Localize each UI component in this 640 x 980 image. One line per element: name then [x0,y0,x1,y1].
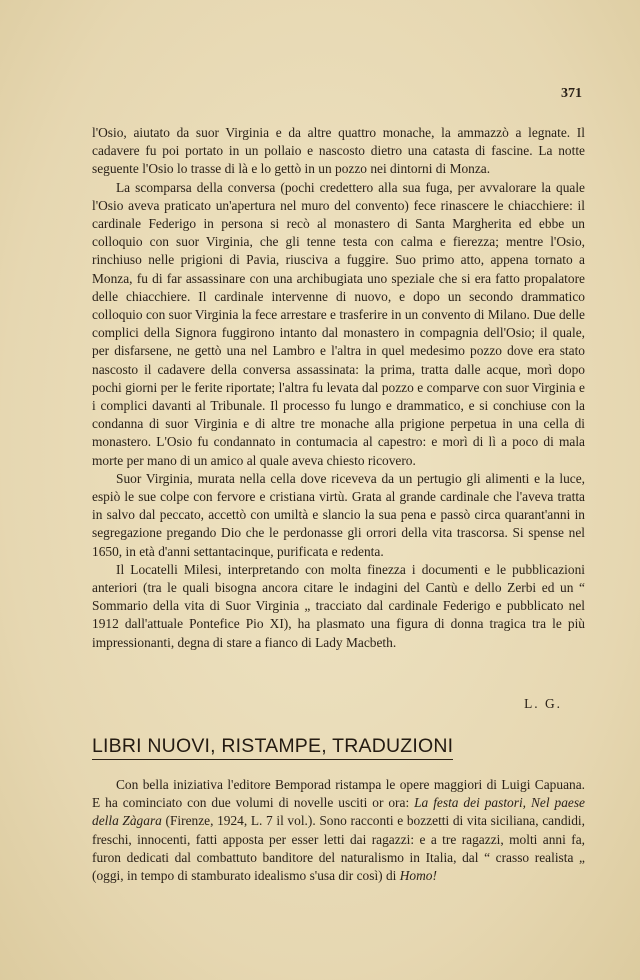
book-title-2: Homo! [399,868,437,884]
text-run-2: (Firenze, 1924, L. 7 il vol.). Sono racconti e bozzetti di vita siciliana, candidi, freschi, innocenti, fatti apposta per esser letti dai ragazzi: e a tre ragazzi, molti anni fa, furon dedicati dal combattuto banditore del naturalismo in Italia, dal “ crasso realista „ (oggi, in tempo di stamburato idealismo s'usa dir così) di [92,813,585,884]
section-paragraph [92,776,585,885]
paragraph-1: l'Osio, aiutato da suor Virginia e da altre quattro monache, la ammazzò a legnate. Il cadavere fu poi portato in un pollaio e nascosto dietro una catasta di fascine. La notte seguente l'Osio lo trasse di là e lo gettò in un pozzo nei dintorni di Monza. [92,125,585,177]
book-title-1: La festa dei pastori, Nel paese della Zàgara [92,795,585,829]
paragraph-3: Suor Virginia, murata nella cella dove riceveva da un pertugio gli alimenti e la luce, espiò le sue colpe con fervore e cristiana virtù. Grata al grande cardinale che l'aveva tratta in salvo dal peccato, accettò con umiltà e slancio la sua pena e passò circa quarant'anni in segregazione pregando Dio che le perdonasse gli orrori della vita trascorsa. Si spense nel 1650, in età d'anni settantacinque, purificata e redenta. [92,470,585,559]
page-number: 371 [561,86,582,101]
text-run-1: Con bella iniziativa l'editore Bemporad ristampa le opere maggiori di Luigi Capuana. E ha cominciato con due volumi di novelle usciti or ora: [92,777,585,811]
author-signature: L. G. [524,696,562,711]
article-body [92,124,585,652]
paragraph-4: Il Locatelli Milesi, interpretando con molta finezza i documenti e le pubblicazioni anteriori (tra le quali bisogna ancora citare le indagini del Cantù e dello Zerbi ed un “ Sommario della vita di Suor Virginia „ tracciato dal cardinale Federigo e pubblicato nel 1912 dall'attuale Pontefice Pio XI), ha plasmato una figura di donna tragica tra le più impressionanti, degna di stare a fianco di Lady Macbeth. [92,561,585,650]
section-heading: LIBRI NUOVI, RISTAMPE, TRADUZIONI [92,735,453,760]
section-body [92,776,585,885]
paragraph-2: La scomparsa della conversa (pochi credettero alla sua fuga, per avvalorare la quale l'Osio aveva praticato un'apertura nel muro del convento) fece rinascere le chiacchiere: il cardinale Federigo in persona si recò al monastero di Santa Margherita ed ebbe un colloquio con suor Virginia, che gli tenne testa con calma e fierezza; mentre l'Osio, rinchiuso nelle prigioni di Pavia, riusciva a fuggire. Suo primo atto, appena tornato a Monza, fu di far assassinare con una archibugiata uno speziale che si era fatto propalatore delle chiacchiere. Il cardinale intervenne di nuovo, e dopo un secondo drammatico colloquio con suor Virginia la fece arrestare e trasferire in un convento di Milano. Due delle complici della Signora fuggirono intanto dal monastero in compagnia dell'Osio; il quale, per disfarsene, ne gettò una nel Lambro e l'altra in quel medesimo pozzo dove era stato nascosto il cadavere della conversa assassinata: la prima, tratta dalle acque, morì dopo pochi giorni per le ferite riportate; l'altra fu levata dal pozzo e comparve con suor Virginia e i complici davanti al Tribunale. Il processo fu lungo e drammatico, e si conchiuse con la condanna di suor Virginia e di altre tre monache alla prigione perpetua in una cella di monastero. L'Osio fu condannato in contumacia al capestro: e morì di lì a poco di mala morte per mano di un amico al quale aveva chiesto ricovero. [92,179,585,468]
